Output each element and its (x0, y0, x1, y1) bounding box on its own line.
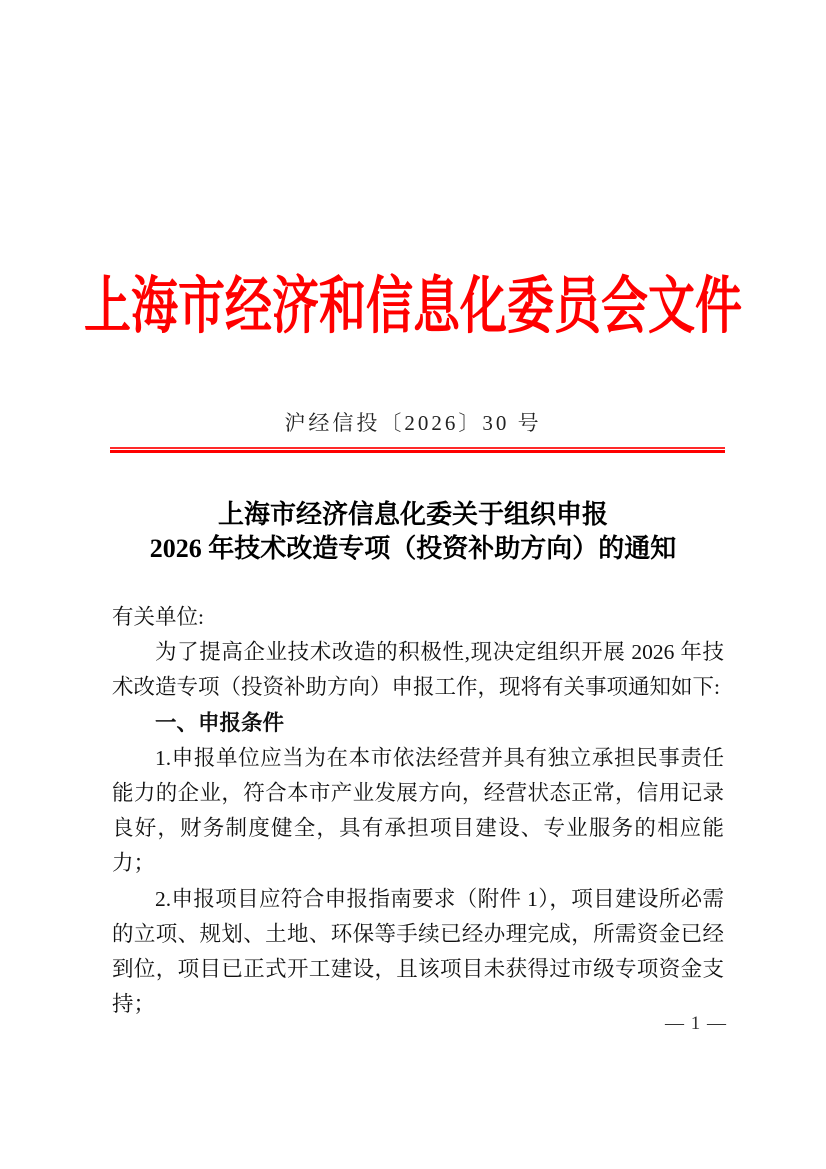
document-number: 沪经信投〔2026〕30 号 (284, 411, 542, 435)
page-number: — 1 — (665, 1013, 727, 1034)
notice-title-line1: 上海市经济信息化委关于组织申报 (217, 500, 608, 529)
salutation: 有关单位: (112, 605, 204, 629)
letterhead-title: 上海市经济和信息化委员会文件 (84, 273, 742, 342)
condition-item-1: 1.申报单位应当为在本市依法经营并具有独立承担民事责任能力的企业，符合本市产业发展方向，经营状态正常，信用记录良好，财务制度健全，具有承担项目建设、专业服务的相应能力； (112, 745, 724, 876)
document-body (112, 600, 724, 1022)
notice-title-line2: 2026 年技术改造专项（投资补助方向）的通知 (149, 534, 677, 563)
notice-title (0, 498, 826, 566)
intro-paragraph: 为了提高企业技术改造的积极性,现决定组织开展 2026 年技术改造专项（投资补助方向）申报工作，现将有关事项通知如下: (112, 640, 724, 700)
section-heading-application-conditions: 一、申报条件 (155, 710, 285, 735)
red-divider-line-bottom (110, 450, 725, 453)
condition-item-2: 2.申报项目应符合申报指南要求（附件 1），项目建设所必需的立项、规划、土地、环保等手续已经办理完成，所需资金已经到位，项目已正式开工建设，且该项目未获得过市级专项资金支持； (112, 886, 724, 1017)
red-divider-line-top (110, 447, 725, 449)
red-divider-line (110, 447, 725, 453)
